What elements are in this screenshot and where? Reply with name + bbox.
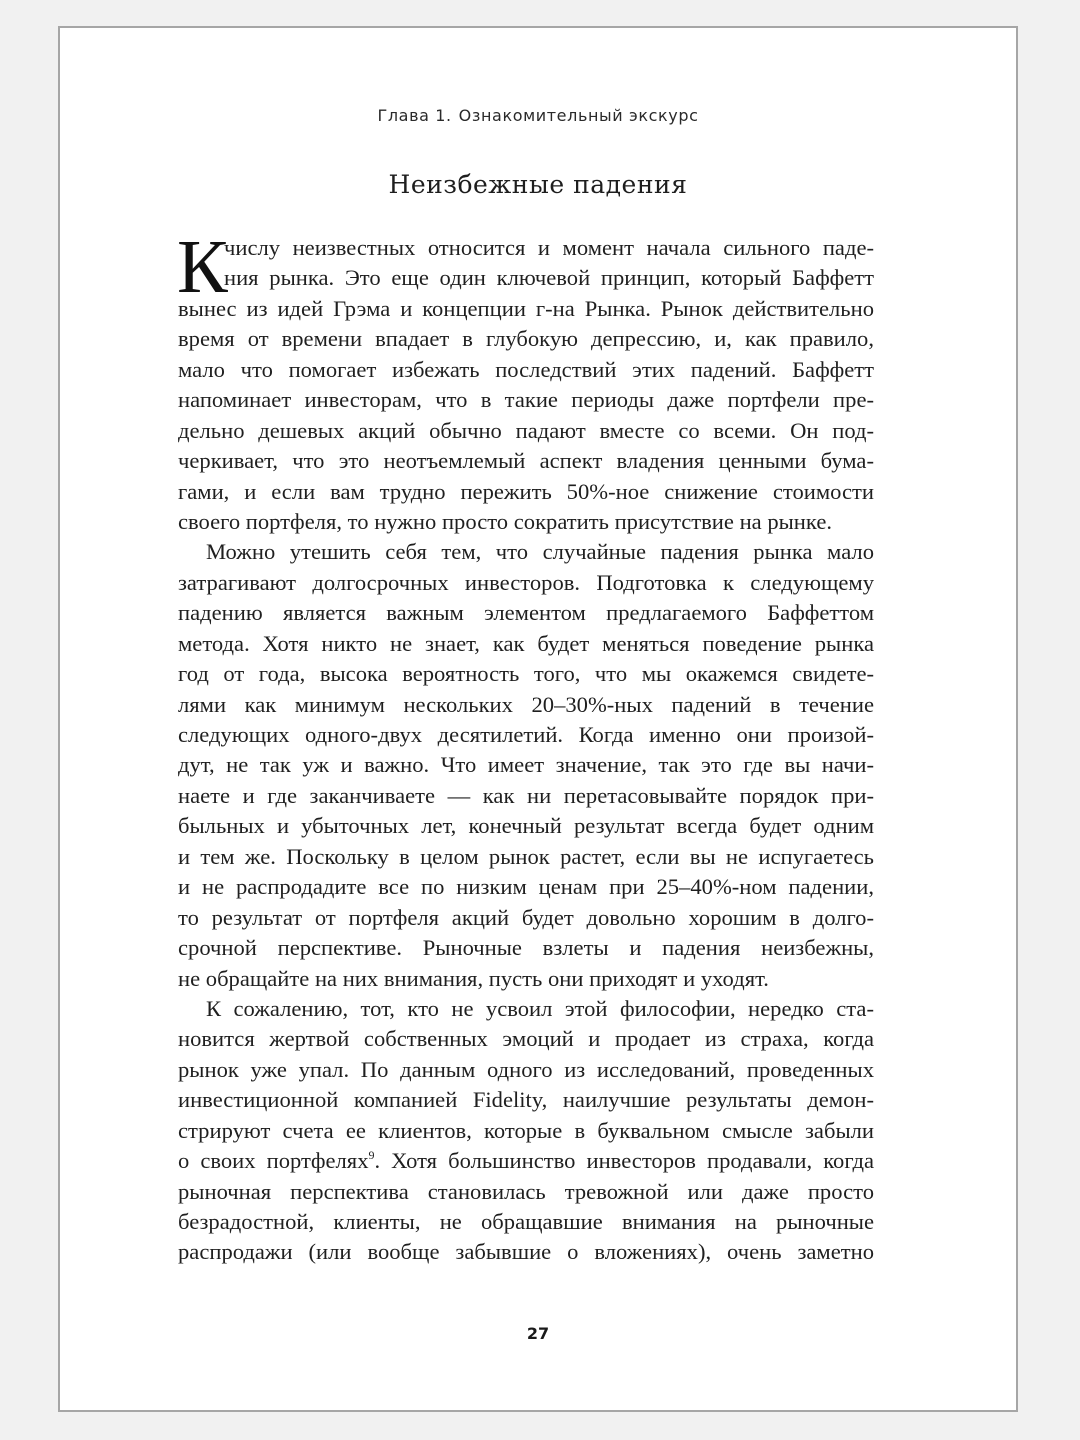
running-head-chapter: Глава 1. xyxy=(377,106,452,125)
text-line: следующих одного-двух десятилетий. Когда именно они произой- xyxy=(178,722,874,747)
text-line: Можно утешить себя тем, что случайные падения рынка мало xyxy=(206,539,874,565)
line-text-before-footnote: о своих портфелях xyxy=(178,1148,369,1174)
text-line: рынок уже упал. По данным одного из исследований, проведенных xyxy=(178,1056,874,1082)
text-line: безрадостной, клиенты, не обращавшие внимания на рыночные xyxy=(178,1209,874,1234)
text-line: своего портфеля, то нужно просто сократить присутствие на рынке. xyxy=(178,508,832,534)
text-line: срочной перспективе. Рыночные взлеты и падения неизбежны, xyxy=(178,935,874,961)
text-line: то результат от портфеля акций будет довольно хорошим в долго- xyxy=(178,904,874,930)
text-line: мало что помогает избежать последствий этих падений. Баффетт xyxy=(178,356,874,382)
text-line: рыночная перспектива становилась тревожной или даже просто xyxy=(178,1178,874,1204)
text-line-with-footnote xyxy=(178,1146,874,1176)
footnote-reference[interactable]: 9 xyxy=(368,1148,375,1163)
text-line: метода. Хотя никто не знает, как будет меняться поведение рынка xyxy=(178,630,874,656)
text-line: стрируют счета ее клиентов, которые в буквальном смысле забыли xyxy=(178,1117,874,1143)
text-line: ния рынка. Это еще один ключевой принцип, который Баффетт xyxy=(224,265,874,291)
running-head xyxy=(60,106,1016,125)
text-line: числу неизвестных относится и момент начала сильного паде- xyxy=(224,235,874,260)
paragraph-2 xyxy=(178,537,874,994)
text-line: К сожалению, тот, кто не усвоил этой философии, нередко ста- xyxy=(206,995,874,1021)
text-line: год от года, высока вероятность того, что мы окажемся свидете- xyxy=(178,661,874,687)
paragraph-3 xyxy=(178,994,874,1268)
text-line: и не распродадите все по низким ценам при 25–40%-ном падении, xyxy=(178,874,874,900)
text-line: вынес из идей Грэма и концепции г-на Рынка. Рынок действительно xyxy=(178,295,874,321)
paragraph-1 xyxy=(177,225,874,537)
text-line: распродажи (или вообще забывшие о вложениях), очень заметно xyxy=(178,1239,874,1265)
text-line: быльных и убыточных лет, конечный результат всегда будет одним xyxy=(178,813,874,839)
text-line: инвестиционной компанией Fidelity, наилучшие результаты демон- xyxy=(178,1087,874,1113)
text-line: дут, не так уж и важно. Что имеет значение, так это где вы начи- xyxy=(178,752,874,778)
line-text-after-footnote: . Хотя большинство инвесторов продавали, когда xyxy=(374,1148,874,1174)
text-line: время от времени впадает в глубокую депрессию, и, как правило, xyxy=(178,326,874,352)
section-title: Неизбежные падения xyxy=(388,170,688,199)
text-line: затрагивают долгосрочных инвесторов. Подготовка к следующему xyxy=(178,569,874,595)
text-line: наете и где заканчиваете — как ни перетасовывайте порядок при- xyxy=(178,782,874,808)
text-line: лями как минимум нескольких 20–30%-ных падений в течение xyxy=(178,691,874,717)
text-line: напоминает инвесторам, что в такие периоды даже портфели пре- xyxy=(178,387,874,413)
text-line: дельно дешевых акций обычно падают вместе со всеми. Он под- xyxy=(178,417,874,443)
page-number: 27 xyxy=(526,1324,550,1343)
body-text xyxy=(177,225,874,1268)
text-line: и тем же. Поскольку в целом рынок растет, если вы не испугаетесь xyxy=(178,843,874,869)
text-line: не обращайте на них внимания, пусть они приходят и уходят. xyxy=(178,965,769,991)
text-line: гами, и если вам трудно пережить 50%-ное снижение стоимости xyxy=(178,478,874,504)
drop-cap: К xyxy=(177,225,228,309)
text-line: черкивает, что это неотъемлемый аспект владения ценными бума- xyxy=(178,448,874,474)
text-line: падению является важным элементом предлагаемого Баффеттом xyxy=(178,600,874,626)
text-line: новится жертвой собственных эмоций и продает из страха, когда xyxy=(178,1026,874,1052)
book-page xyxy=(58,26,1018,1412)
running-head-title: Ознакомительный экскурс xyxy=(458,106,699,125)
